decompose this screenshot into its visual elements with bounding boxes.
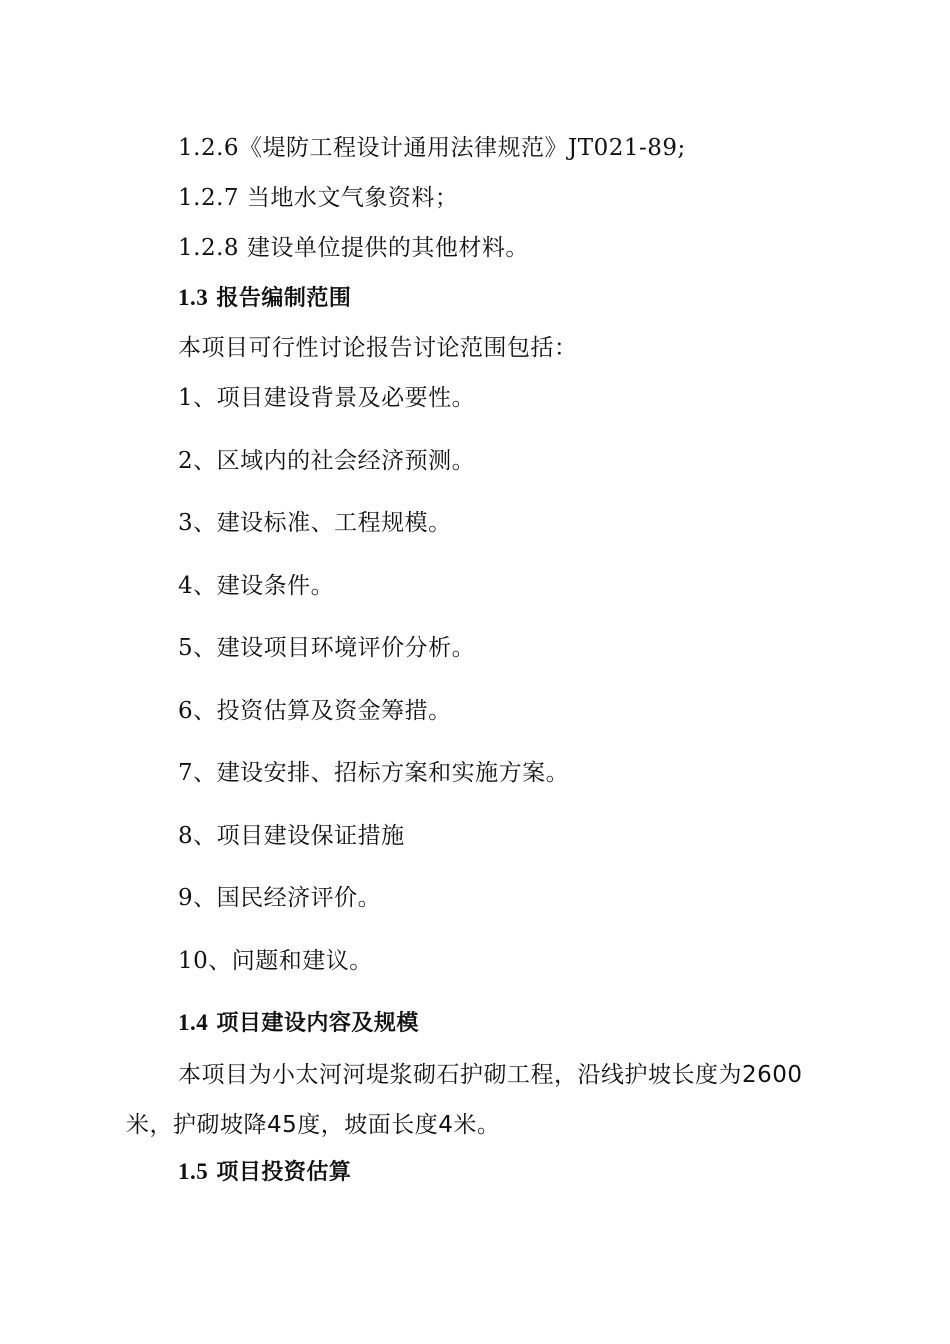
section-heading-1-5 [178, 1157, 351, 1188]
section-heading-1-4 [178, 1008, 419, 1039]
section-intro: 本项目可行性讨论报告讨论范围包括： [178, 335, 578, 361]
section-paragraph [126, 1050, 846, 1150]
list-item: 9、国民经济评价。 [178, 885, 382, 911]
list-item: 2、区域内的社会经济预测。 [178, 448, 476, 474]
reference-item: 1.2.8 建设单位提供的其他材料。 [178, 235, 529, 261]
section-number: 1.5 [178, 1159, 209, 1184]
list-item: 7、建设安排、招标方案和实施方案。 [178, 760, 570, 786]
list-item: 6、投资估算及资金筹措。 [178, 698, 452, 724]
paragraph-lead: 本项目为 [178, 1062, 272, 1088]
list-item: 1、项目建设背景及必要性。 [178, 385, 476, 411]
list-item: 5、建设项目环境评价分析。 [178, 635, 476, 661]
list-item: 3、建设标准、工程规模。 [178, 510, 452, 536]
section-title: 项目建设内容及规模 [216, 1011, 419, 1036]
list-item: 8、项目建设保证措施 [178, 823, 405, 849]
paragraph-body: 小太河河堤浆砌石护砌工程，沿线护坡长度为2600米，护砌坡降45度，坡面长度4米。 [126, 1062, 803, 1138]
section-title: 报告编制范围 [216, 286, 352, 311]
reference-item: 1.2.6《堤防工程设计通用法律规范》JT021-89; [178, 135, 686, 161]
section-number: 1.4 [178, 1010, 209, 1035]
list-item: 4、建设条件。 [178, 573, 335, 599]
list-item: 10、问题和建议。 [178, 948, 373, 974]
section-title: 项目投资估算 [216, 1160, 352, 1185]
reference-item: 1.2.7 当地水文气象资料； [178, 185, 459, 211]
section-heading-1-3 [178, 283, 351, 314]
section-number: 1.3 [178, 285, 209, 310]
